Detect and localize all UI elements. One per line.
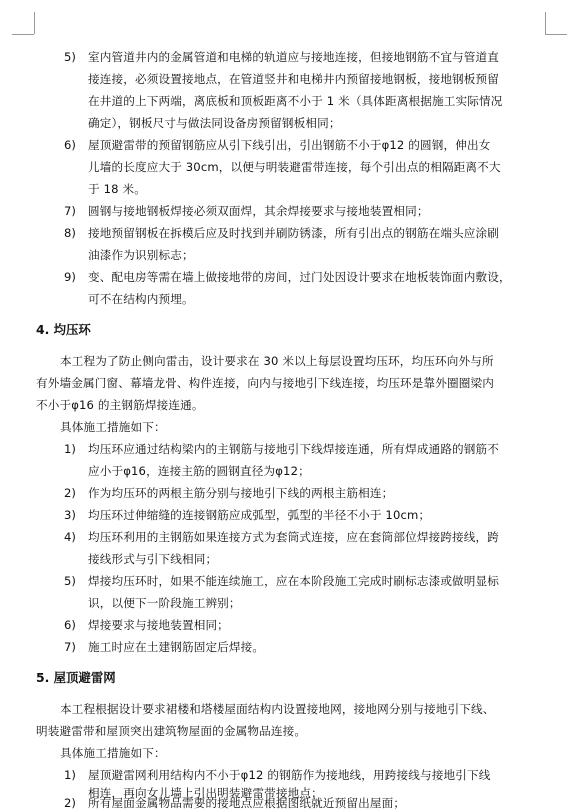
text-line: 焊接要求与接地装置相同； xyxy=(88,618,229,632)
text-line: 作为均压环的两根主筋分别与接地引下线的两根主筋相连； xyxy=(88,486,394,500)
section-heading: 5. 屋顶避雷网 xyxy=(36,670,116,685)
item-number: 7) xyxy=(64,640,76,654)
text-line: 可不在结构内预埋。 xyxy=(88,292,194,306)
text-line: 室内管道井内的金属管道和电梯的轨道应与接地连接，但接地钢筋不宜与管道直 xyxy=(88,50,500,64)
text-line: 接连接，必须设置接地点，在管道竖井和电梯井内预留接地钢板，接地钢板预留 xyxy=(88,72,500,86)
item-number: 3) xyxy=(64,508,76,522)
section-heading: 4. 均压环 xyxy=(36,322,91,337)
text-line: 均压环利用的主钢筋如果连接方式为套筒式连接，应在套筒部位焊接跨接线，跨 xyxy=(88,530,500,544)
text-line: 相连，再向女儿墙上引出明装避雷带接地点； xyxy=(88,786,323,800)
item-number: 1) xyxy=(64,442,76,456)
text-line: 在井道的上下两端，离底板和顶板距离不小于 1 米（具体距离根据施工实际情况 xyxy=(88,94,503,108)
paragraph-line: 有外墙金属门窗、幕墙龙骨、构件连接，向内与接地引下线连接，均压环是靠外圈圈梁内 xyxy=(36,376,495,390)
text-line: 施工时应在土建钢筋固定后焊接。 xyxy=(88,640,265,654)
item-number: 6) xyxy=(64,138,76,152)
text-line: 变、配电房等需在墙上做接地带的房间，过门处因设计要求在地板装饰面内敷设， xyxy=(88,270,511,284)
measures-label: 具体施工措施如下： xyxy=(60,420,166,434)
text-line: 应小于φ16，连接主筋的圆钢直径为φ12； xyxy=(88,464,310,478)
text-line: 均压环过伸缩缝的连接钢筋应成弧型，弧型的半径不小于 10cm； xyxy=(88,508,431,522)
text-line: 屋顶避雷带的预留钢筋应从引下线引出，引出钢筋不小于φ12 的圆钢，伸出女 xyxy=(88,138,491,152)
item-number: 5) xyxy=(64,50,76,64)
item-number: 2) xyxy=(64,796,76,810)
paragraph-line: 不小于φ16 的主钢筋焊接连通。 xyxy=(36,398,204,412)
text-line: 圆钢与接地钢板焊接必须双面焊，其余焊接要求与接地装置相同； xyxy=(88,204,429,218)
text-line: 识，以便下一阶段施工辨别； xyxy=(88,596,241,610)
text-line: 油漆作为识别标志； xyxy=(88,248,194,262)
text-line: 所有屋面金属物品需要的接地点应根据图纸就近预留出屋面； xyxy=(88,796,406,810)
text-line: 于 18 米。 xyxy=(88,182,146,196)
text-line: 接地预留钢板在拆模后应及时找到并刷防锈漆，所有引出点的钢筋在端头应涂刷 xyxy=(88,226,500,240)
text-line: 焊接均压环时，如果不能连续施工，应在本阶段施工完成时刷标志漆或做明显标 xyxy=(88,574,500,588)
item-number: 6) xyxy=(64,618,76,632)
text-line: 接线形式与引下线相同； xyxy=(88,552,218,566)
measures-label: 具体施工措施如下： xyxy=(60,746,166,760)
item-number: 7) xyxy=(64,204,76,218)
paragraph-line: 本工程根据设计要求裙楼和塔楼屋面结构内设置接地网，接地网分别与接地引下线、 xyxy=(60,702,495,716)
paragraph-line: 明装避雷带和屋顶突出建筑物屋面的金属物品连接。 xyxy=(36,724,307,738)
text-line: 屋顶避雷网利用结构内不小于φ12 的钢筋作为接地线，用跨接线与接地引下线 xyxy=(88,768,491,782)
item-number: 5) xyxy=(64,574,76,588)
paragraph-line: 本工程为了防止侧向雷击，设计要求在 30 米以上每层设置均压环，均压环向外与所 xyxy=(60,354,494,368)
text-line: 确定），钢板尺寸与做法同设备房预留钢板相同； xyxy=(88,116,341,130)
text-line: 均压环应通过结构梁内的主钢筋与接地引下线焊接连通，所有焊成通路的钢筋不 xyxy=(88,442,500,456)
text-line: 儿墙的长度应大于 30cm，以便与明装避雷带连接，每个引出点的相隔距离不大 xyxy=(88,160,501,174)
item-number: 1) xyxy=(64,768,76,782)
item-number: 9) xyxy=(64,270,76,284)
item-number: 4) xyxy=(64,530,76,544)
item-number: 8) xyxy=(64,226,76,240)
item-number: 2) xyxy=(64,486,76,500)
